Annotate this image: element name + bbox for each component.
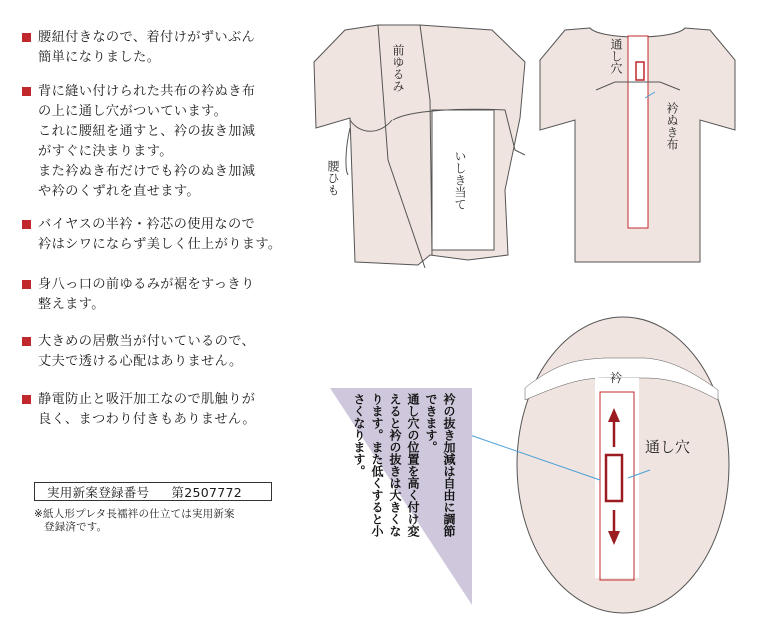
label-lining: いしき当て xyxy=(453,150,467,210)
feature-text: 簡単になりました。 xyxy=(38,50,161,65)
label-detail-hole: 通し穴 xyxy=(645,438,691,456)
detail-diagram xyxy=(470,317,729,613)
label-detail-collar: 衿 xyxy=(610,371,623,385)
feature-text: 大きめの居敷当が付いているので、 xyxy=(38,334,256,349)
feature-text: 整えます。 xyxy=(38,297,105,312)
feature-text: 衿はシワにならず美しく仕上がります。 xyxy=(38,237,282,252)
footnote-text: ※紙人形プレタ長襦袢の仕立ては実用新案 xyxy=(34,508,235,520)
label-back-hole: 通し穴 xyxy=(609,38,623,74)
patent-label: 実用新案登録番号 xyxy=(47,485,150,500)
front-view-diagram xyxy=(314,25,525,268)
label-waist-cord: 腰ひも xyxy=(326,160,340,196)
feature-text: 背に縫い付けられた共布の衿ぬき布 xyxy=(38,84,256,99)
patent-number: 第2507772 xyxy=(171,485,242,500)
feature-text: バイヤスの半衿・衿芯の使用なので xyxy=(38,217,256,232)
label-collar-cloth: 衿ぬき布 xyxy=(665,102,679,150)
note-column: さくなります。 xyxy=(352,393,366,477)
feature-text: 身八っ口の前ゆるみが裾をすっきり xyxy=(38,277,255,292)
feature-text: がすぐに決まります。 xyxy=(38,144,173,159)
footnote-text: 登録済です。 xyxy=(44,521,108,533)
feature-text: これに腰紐を通すと、衿の抜き加減 xyxy=(38,124,256,139)
feature-text: 静電防止と吸汗加工なので肌触りが xyxy=(38,392,256,407)
feature-text: また衿ぬき布だけでも衿のぬき加減 xyxy=(38,164,256,179)
feature-text: 腰紐付きなので、着付けがずいぶん xyxy=(38,30,256,45)
note-column: 通し穴の位置を高く付け変 xyxy=(406,393,420,537)
note-column: できます。 xyxy=(424,393,438,453)
feature-text: や衿のくずれを直せます。 xyxy=(38,184,200,199)
waist-cord-line xyxy=(346,128,350,175)
note-column: えると衿の抜きは大きくな xyxy=(388,393,402,537)
note-column: ります。また低くすると小 xyxy=(370,393,384,537)
feature-text: 丈夫で透ける心配はありません。 xyxy=(38,354,243,369)
back-view-diagram xyxy=(540,28,735,262)
feature-text: の上に通し穴がついています。 xyxy=(38,104,228,119)
feature-text: 良く、まつわり付きもありません。 xyxy=(38,412,256,427)
detail-collar-cloth xyxy=(595,378,639,578)
back-collar-cloth xyxy=(628,36,648,228)
note-column: 衿の抜き加減は自由に調節 xyxy=(442,393,456,537)
label-front-slack: 前ゆるみ xyxy=(391,44,405,92)
